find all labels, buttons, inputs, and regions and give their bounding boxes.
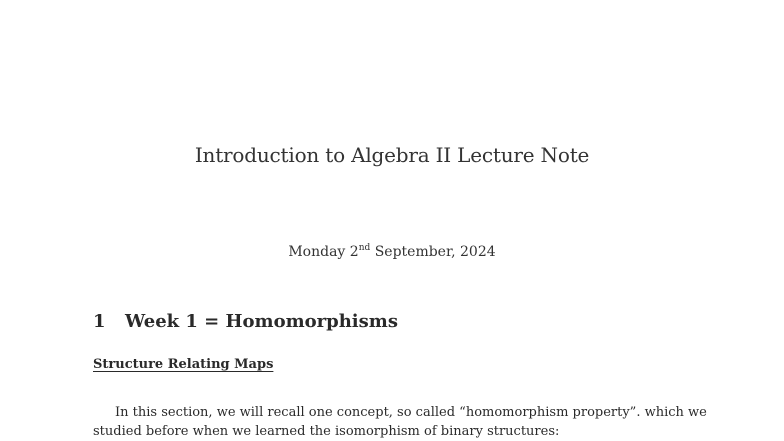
section-title: Week 1 = Homomorphisms [125, 311, 398, 332]
date-prefix: Monday 2 [288, 244, 359, 260]
paragraph-line: studied before when we learned the isomorphism of binary structures: [93, 424, 560, 439]
date-suffix: September, 2024 [370, 244, 496, 260]
document-date [0, 244, 784, 260]
document-title: Introduction to Algebra II Lecture Note [194, 143, 590, 167]
section-number: 1 [93, 311, 106, 332]
date-ordinal-suffix: nd [358, 243, 371, 253]
paragraph-line: In this section, we will recall one concept, so called “homomorphism property”. which we [115, 405, 707, 420]
subsection-heading: Structure Relating Maps [93, 357, 274, 372]
section-heading [93, 311, 398, 332]
body-paragraph [93, 403, 707, 441]
